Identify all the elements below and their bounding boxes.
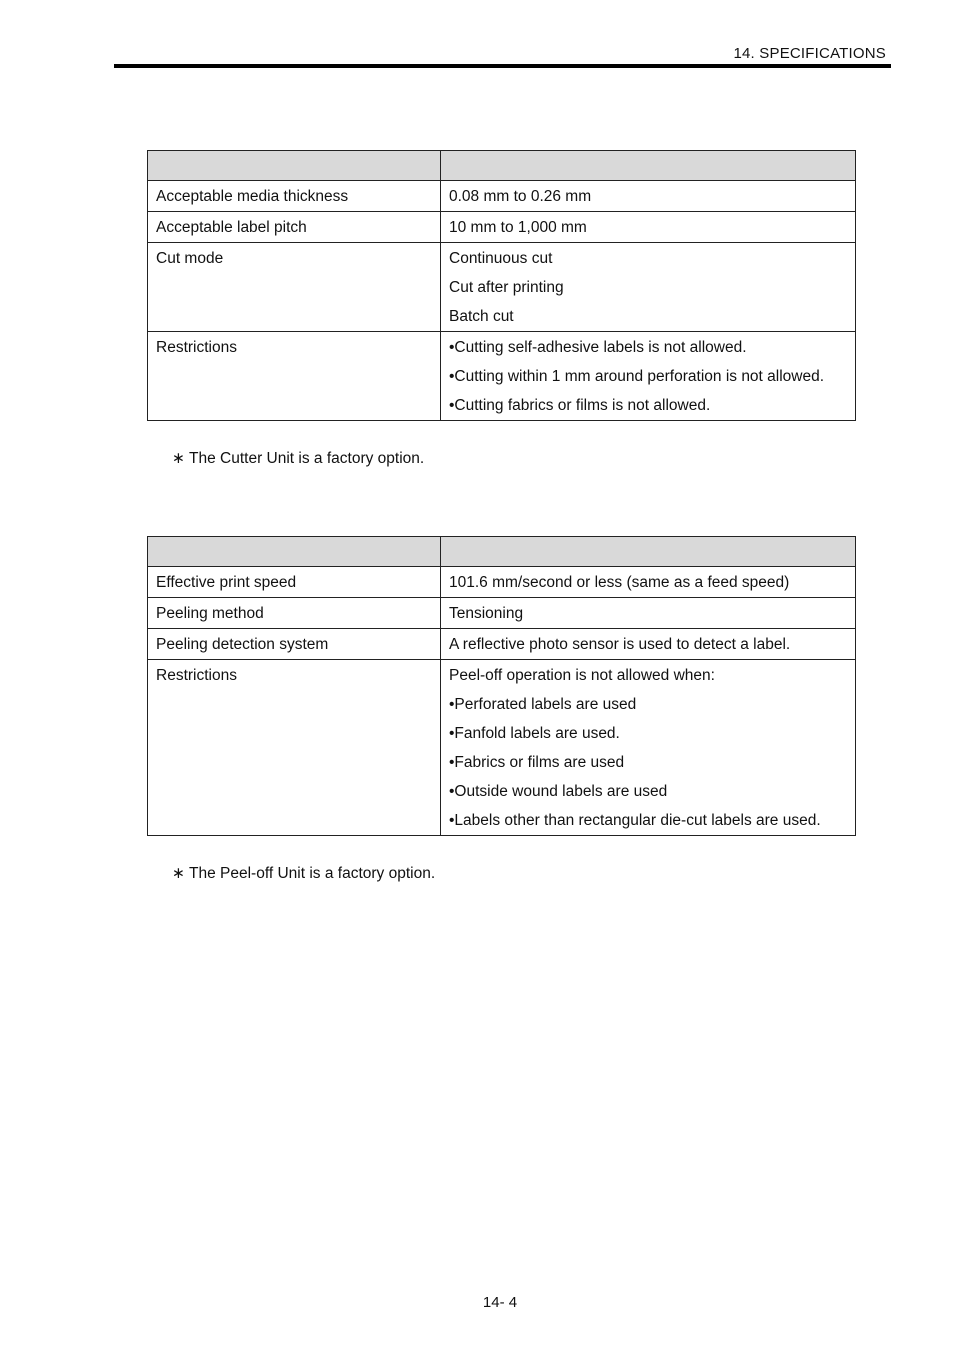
value-line: 0.08 mm to 0.26 mm: [449, 188, 592, 205]
table-header-row: [148, 537, 856, 567]
row-value: [441, 181, 856, 212]
table-header-cell: [148, 537, 441, 567]
value-line: Tensioning: [449, 605, 524, 622]
cutter-spec-table: [147, 150, 856, 421]
table-header-cell: [441, 537, 856, 567]
table-row: [148, 332, 856, 421]
row-label: Restrictions: [148, 332, 441, 421]
table-row: [148, 243, 856, 332]
peeloff-note: ∗ The Peel-off Unit is a factory option.: [172, 865, 436, 882]
cutter-note: ∗ The Cutter Unit is a factory option.: [172, 450, 425, 467]
row-value: [441, 212, 856, 243]
row-label: Acceptable label pitch: [148, 212, 441, 243]
value-line: 10 mm to 1,000 mm: [449, 219, 587, 236]
table-row: [148, 660, 856, 836]
row-label: Peeling detection system: [148, 629, 441, 660]
row-value: [441, 332, 856, 421]
restriction-item: •Cutting fabrics or films is not allowed.: [449, 397, 711, 414]
value-line: Continuous cut: [449, 250, 553, 267]
restriction-item: •Fanfold labels are used.: [449, 725, 620, 742]
row-value: [441, 567, 856, 598]
value-line: Batch cut: [449, 308, 514, 325]
header-rule: [114, 64, 891, 68]
restriction-item: •Fabrics or films are used: [449, 754, 625, 771]
value-line: Peel-off operation is not allowed when:: [449, 667, 715, 684]
restriction-item: •Cutting self-adhesive labels is not allowed.: [449, 339, 747, 356]
row-value: [441, 660, 856, 836]
value-line: A reflective photo sensor is used to detect a label.: [449, 636, 791, 653]
running-header: 14. SPECIFICATIONS: [733, 45, 886, 62]
restriction-item: •Labels other than rectangular die-cut labels are used.: [449, 812, 821, 829]
row-value: [441, 629, 856, 660]
value-line: Cut after printing: [449, 279, 564, 296]
table-row: [148, 212, 856, 243]
row-value: [441, 598, 856, 629]
row-label: Acceptable media thickness: [148, 181, 441, 212]
row-label: Peeling method: [148, 598, 441, 629]
row-value: [441, 243, 856, 332]
row-label: Cut mode: [148, 243, 441, 332]
table-row: [148, 598, 856, 629]
row-label: Restrictions: [148, 660, 441, 836]
restriction-item: •Cutting within 1 mm around perforation is not allowed.: [449, 368, 825, 385]
restriction-item: •Outside wound labels are used: [449, 783, 668, 800]
table-row: [148, 629, 856, 660]
row-label: Effective print speed: [148, 567, 441, 598]
table-header-cell: [441, 151, 856, 181]
restriction-item: •Perforated labels are used: [449, 696, 637, 713]
table-header-cell: [148, 151, 441, 181]
table-header-row: [148, 151, 856, 181]
table-row: [148, 181, 856, 212]
value-line: 101.6 mm/second or less (same as a feed speed): [449, 574, 790, 591]
table-row: [148, 567, 856, 598]
peeloff-spec-table: [147, 536, 856, 836]
page-number: 14- 4: [482, 1294, 518, 1311]
